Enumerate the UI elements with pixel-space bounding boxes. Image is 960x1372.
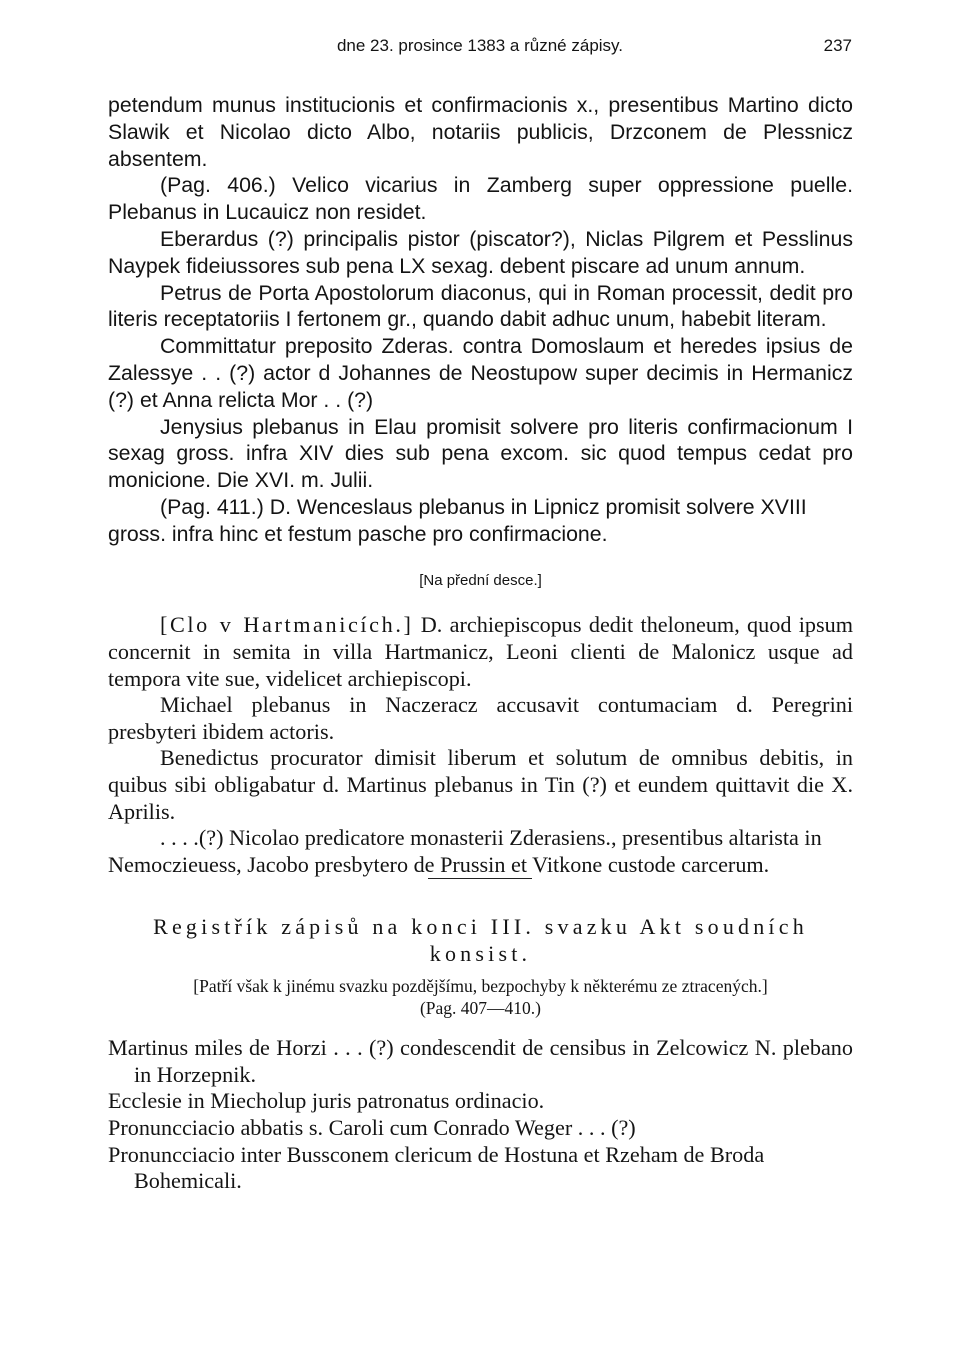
register-page-range: (Pag. 407—410.) — [419, 998, 542, 1019]
register-section — [108, 913, 853, 1195]
paragraph-text: D. archiepiscopus dedit theloneum, quod ipsum concernit in semita in villa Hartmanicz, Leoni clienti de Malonicz usque ad tempora vite sue, videlicet archiepiscopi. — [108, 612, 853, 691]
customs-heading-label: [Clo v Hartmanicích.] — [160, 612, 414, 638]
paragraph: Eberardus (?) principalis pistor (piscator?), Niclas Pilgrem et Pesslinus Naypek fideiussores sub pena LX sexag. debent piscare ad unum annum. — [108, 226, 853, 278]
front-board-section — [108, 612, 853, 878]
front-board-note: [Na přední desce.] — [419, 571, 542, 589]
paragraph: Jenysius plebanus in Elau promisit solvere pro literis confirmacionum I sexag gross. infra XIV dies sub pena excom. sic quod tempus cedat pro monicione. Die XVI. m. Julii. — [108, 414, 853, 493]
paragraph: Petrus de Porta Apostolorum diaconus, qui in Roman processit, dedit pro literis receptatoriis I fertonem gr., quando dabit adhuc unum, habebit literam. — [108, 280, 853, 332]
register-entry: Pronuncciacio abbatis s. Caroli cum Conrado Weger . . . (?) — [108, 1115, 636, 1141]
register-entry: Pronuncciacio inter Bussconem clericum de Hostuna et Rzeham de Broda Bohemicali. — [108, 1141, 765, 1194]
paragraph-continuation: petendum munus institucionis et confirmacionis x., presentibus Martino dicto Slawik et Nicolao dicto Albo, notariis publicis, Drzconem de Plessnicz absentem. — [108, 93, 853, 171]
paragraph: (Pag. 411.) D. Wenceslaus plebanus in Lipnicz promisit solvere XVIII gross. infra hinc et festum pasche pro confirmacione. — [108, 494, 807, 546]
paragraph: Michael plebanus in Naczeracz accusavit contumaciam d. Peregrini presbyteri ibidem actoris. — [108, 692, 853, 744]
running-title: dne 23. prosince 1383 a různé zápisy. — [336, 36, 624, 55]
paragraph — [108, 612, 853, 692]
register-subtitle: [Patří však k jinému svazku pozdějšímu, bezpochyby k některému ze ztracených.] — [193, 976, 768, 997]
paragraph: . . . .(?) Nicolao predicatore monasterii Zderasiens., presentibus altarista in Nemoczieuess, Jacobo presbytero de Prussin et Vitkone custode carcerum. — [108, 825, 822, 877]
paragraph: Committatur preposito Zderas. contra Domoslaum et heredes ipsius de Zalessye . . (?) actor d Johannes de Neostupow super decimis in Hermanicz (?) et Anna relicta Mor . . (?) — [108, 334, 853, 412]
running-header — [108, 36, 852, 60]
register-entry: Ecclesie in Miecholup juris patronatus ordinacio. — [108, 1088, 545, 1114]
register-title: Registřík zápisů na konci III. svazku Akt soudních konsist. — [153, 914, 808, 967]
paragraph: (Pag. 406.) Velico vicarius in Zamberg super oppressione puelle. Plebanus in Lucauicz non residet. — [108, 173, 853, 225]
page-body — [108, 92, 853, 1195]
section-divider — [428, 878, 532, 879]
page-number: 237 — [823, 36, 852, 55]
register-entry: Martinus miles de Horzi . . . (?) condescendit de censibus in Zelcowicz N. plebano in Horzepnik. — [108, 1035, 853, 1087]
paragraph: Benedictus procurator dimisit liberum et solutum de omnibus debitis, in quibus sibi obligabatur d. Martinus plebanus in Tin (?) et eundem quittavit die X. Aprilis. — [108, 745, 853, 824]
